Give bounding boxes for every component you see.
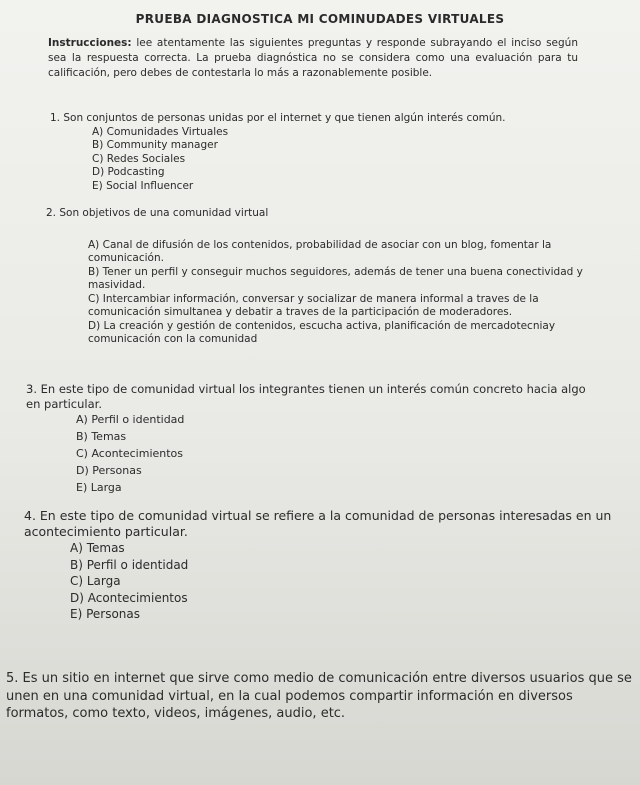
question-1 (50, 112, 590, 193)
page-title: PRUEBA DIAGNOSTICA MI COMINUDADES VIRTUALES (135, 12, 505, 26)
option-d[interactable]: D) Podcasting (92, 166, 165, 178)
option-b[interactable]: B) Perfil o identidad (70, 557, 189, 572)
option-e[interactable]: E) Social Influencer (92, 179, 194, 192)
option-b[interactable]: B) Community manager (92, 139, 218, 151)
question-5 (6, 670, 636, 723)
question-stem: 3. En este tipo de comunidad virtual los integrantes tienen un interés común concreto hacia algo en particular. (26, 382, 586, 411)
option-e[interactable]: E) Personas (70, 607, 141, 621)
options-list (26, 411, 596, 496)
question-stem: 4. En este tipo de comunidad virtual se refiere a la comunidad de personas interesadas en un acontecimiento particular. (24, 508, 612, 539)
option-c[interactable]: C) Intercambiar información, conversar y socializar de manera informal a traves de la comunicación simultanea y debatir a traves de la participación de moderadores. (88, 292, 539, 318)
option-b[interactable]: B) Tener un perfil y conseguir muchos seguidores, además de tener una buena conectividad y masividad. (88, 265, 583, 291)
options-list (50, 126, 590, 194)
instructions-text: lee atentamente las siguientes preguntas y responde subrayando el inciso según sea la respuesta correcta. La prueba diagnóstica no se considera como una evaluación para tu calificación, pero debes de contestarla lo más a razonablemente posible. (48, 37, 578, 79)
option-e[interactable]: E) Larga (76, 481, 122, 494)
option-c[interactable]: C) Redes Sociales (92, 152, 186, 165)
question-3 (26, 382, 596, 496)
option-c[interactable]: C) Acontecimientos (76, 447, 184, 460)
instructions-label: Instrucciones: (48, 37, 132, 49)
options-list (46, 239, 586, 347)
option-d[interactable]: D) Acontecimientos (70, 590, 188, 605)
option-a[interactable]: A) Perfil o identidad (76, 413, 185, 426)
question-stem: 1. Son conjuntos de personas unidas por el internet y que tienen algún interés común. (50, 112, 506, 124)
option-c[interactable]: C) Larga (70, 574, 121, 588)
options-list (24, 540, 614, 623)
instructions (48, 36, 578, 81)
option-a[interactable]: A) Canal de difusión de los contenidos, probabilidad de asociar con un blog, fomentar la comunicación. (88, 238, 552, 264)
option-b[interactable]: B) Temas (76, 430, 127, 443)
question-stem: 2. Son objetivos de una comunidad virtual (46, 207, 269, 219)
option-a[interactable]: A) Temas (70, 541, 125, 555)
question-2 (46, 207, 586, 347)
option-a[interactable]: A) Comunidades Virtuales (92, 125, 229, 138)
option-d[interactable]: D) La creación y gestión de contenidos, escucha activa, planificación de mercadotecniay comunicación con la comunidad (88, 319, 556, 345)
option-d[interactable]: D) Personas (76, 464, 142, 477)
question-4 (24, 508, 614, 623)
question-stem: 5. Es un sitio en internet que sirve como medio de comunicación entre diversos usuarios que se unen en una comunidad virtual, en la cual podemos compartir información en diversos formatos, como texto, videos, imágenes, audio, etc. (6, 671, 632, 721)
